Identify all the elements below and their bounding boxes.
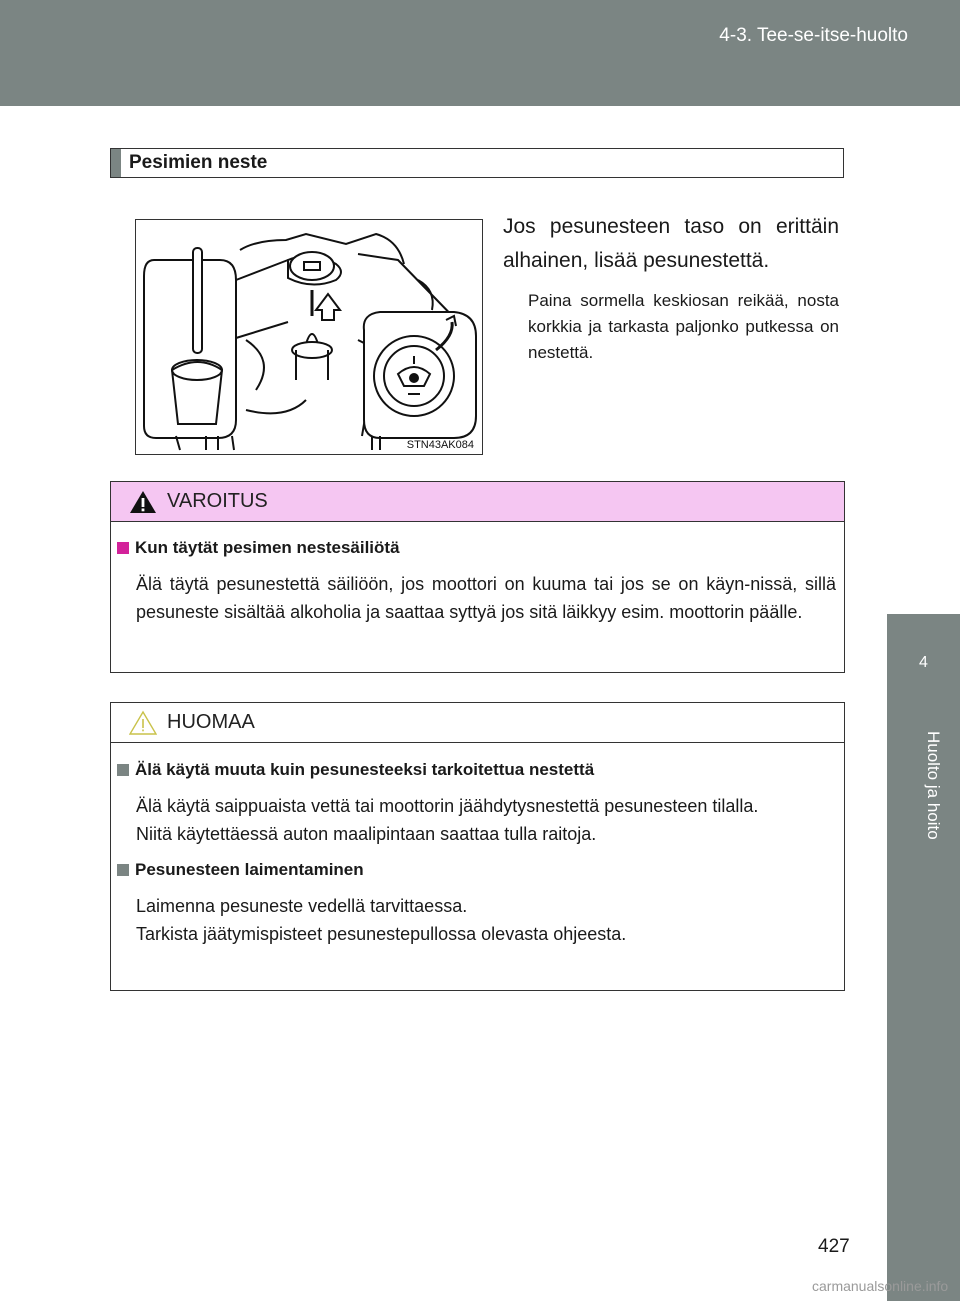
notice-item-text: Niitä käytettäessä auton maalipintaan saattaa tulla raitoja. [136,824,597,844]
notice-title: HUOMAA [167,711,255,733]
chapter-title: 4-3. Tee-se-itse-huolto [719,25,908,46]
notice-item-text: Älä käytä saippuaista vettä tai moottorin jäähdytysnestettä pesunesteen tilalla. [136,796,759,816]
page-number: 427 [818,1236,850,1257]
bullet-square-icon [117,764,129,776]
chapter-label: Huolto ja hoito [924,731,943,840]
page-header [0,0,960,106]
watermark-link[interactable]: carmanualsonline.info [812,1278,949,1294]
warning-item-heading: Kun täytät pesimen nestesäiliötä [111,538,844,558]
bullet-square-icon [117,542,129,554]
warning-item-text: Älä täytä pesunestettä säiliöön, jos moottori on kuuma tai jos se on käyn-nissä, sillä pesuneste sisältää alkoholia ja saattaa syttyä jos sitä läikkyy esim. moottorin päälle. [136,574,836,622]
notice-header [111,703,844,743]
caution-triangle-outline-icon [129,710,157,736]
notice-item-heading: Pesunesteen laimentaminen [111,860,844,880]
heading-accent-bar [111,149,121,177]
notice-box [110,702,845,991]
section-title: Pesimien neste [129,152,268,173]
chapter-label-tab [887,711,960,1301]
warning-box [110,481,845,673]
figure-code: STN43AK084 [406,439,474,451]
notice-item-heading: Älä käytä muuta kuin pesunesteeksi tarkoitettua nestettä [111,760,844,780]
washer-fluid-illustration [135,219,483,455]
warning-triangle-icon [129,489,157,515]
chapter-number-tab: 4 [887,614,960,711]
illustration-drawing [136,220,482,454]
intro-text: Jos pesunesteen taso on erittäin alhainen, lisää pesunestettä. [503,215,839,272]
section-heading [110,148,844,178]
notice-item-text: Tarkista jäätymispisteet pesunestepullossa olevasta ohjeesta. [136,924,627,944]
warning-title: VAROITUS [167,490,268,512]
notice-item-text: Laimenna pesuneste vedellä tarvittaessa. [136,896,468,916]
intro-subtext: Paina sormella keskiosan reikää, nosta korkkia ja tarkasta paljonko putkessa on nestettä. [528,291,839,362]
warning-header [111,482,844,522]
bullet-square-icon [117,864,129,876]
